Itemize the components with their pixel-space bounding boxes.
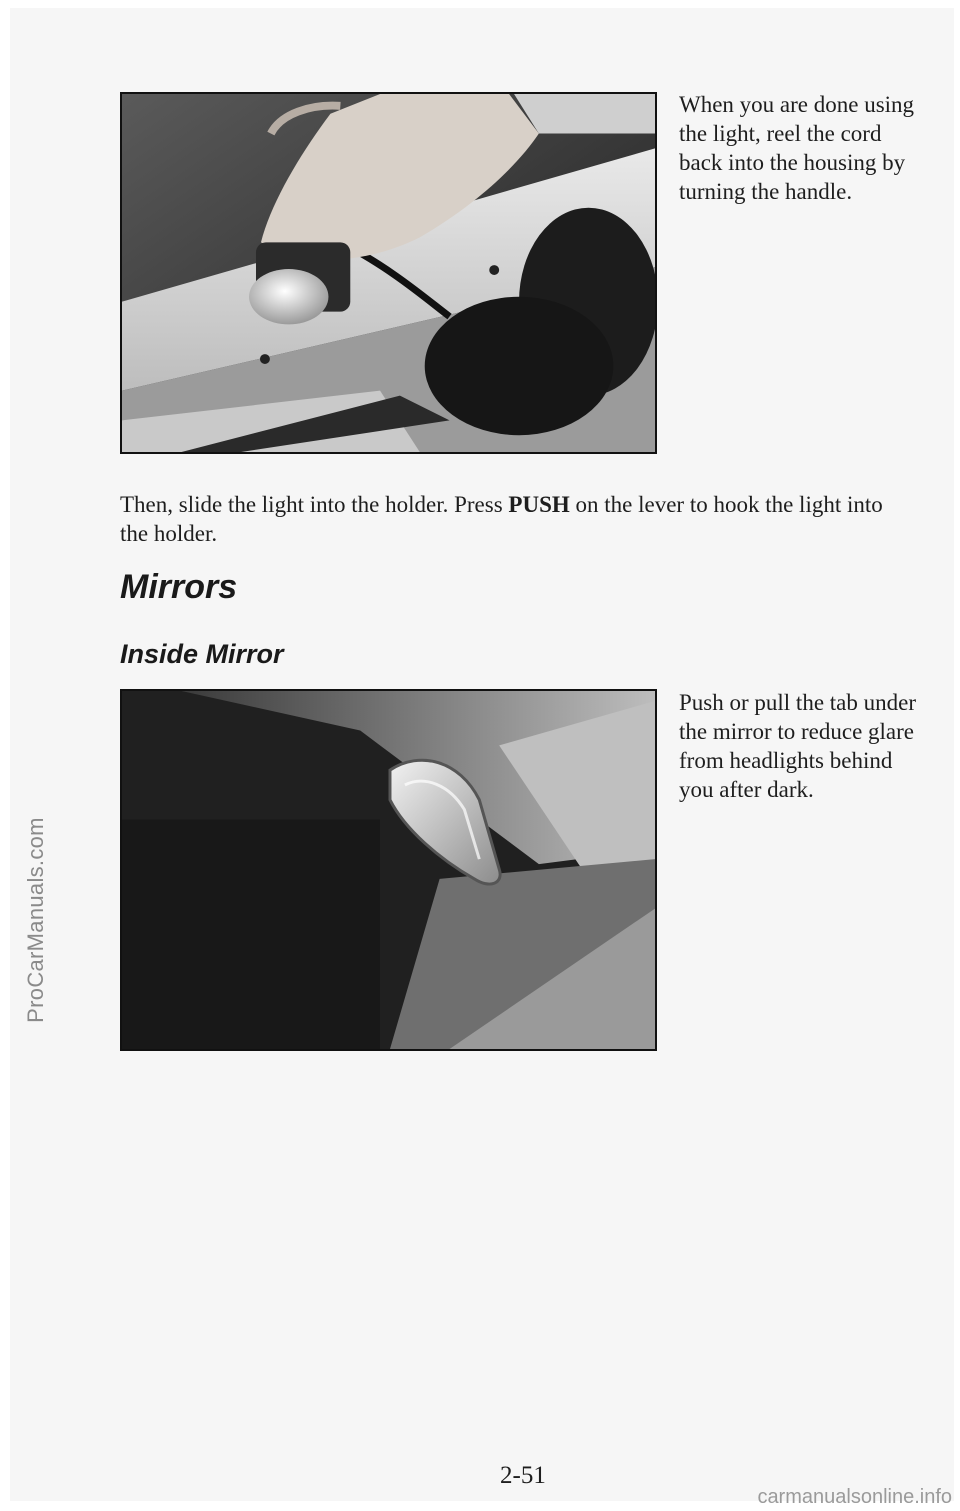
mirrors-heading: Mirrors — [120, 568, 238, 606]
underhood-lamp-illustration — [122, 94, 655, 452]
inside-mirror-subheading: Inside Mirror — [120, 639, 284, 669]
holder-instruction-end: on the lever to hook the light into the holder. — [120, 492, 883, 546]
mirror-glare-instruction: Push or pull the tab under the mirror to reduce glare from headlights behind you after dark. — [679, 690, 916, 802]
page-number: 2-51 — [500, 1462, 546, 1489]
side-watermark: ProCarManuals.com — [23, 817, 48, 1023]
holder-instruction-start: Then, slide the light into the holder. Press — [120, 492, 509, 517]
holder-instruction — [120, 490, 900, 548]
push-label: PUSH — [508, 492, 570, 517]
reel-cord-instruction: When you are done using the light, reel the cord back into the housing by turning the handle. — [679, 92, 915, 204]
inside-mirror-illustration — [122, 691, 655, 1049]
underhood-lamp-photo — [120, 92, 657, 454]
inside-mirror-photo — [120, 689, 657, 1051]
bottom-watermark: carmanualsonline.info — [757, 1486, 952, 1508]
